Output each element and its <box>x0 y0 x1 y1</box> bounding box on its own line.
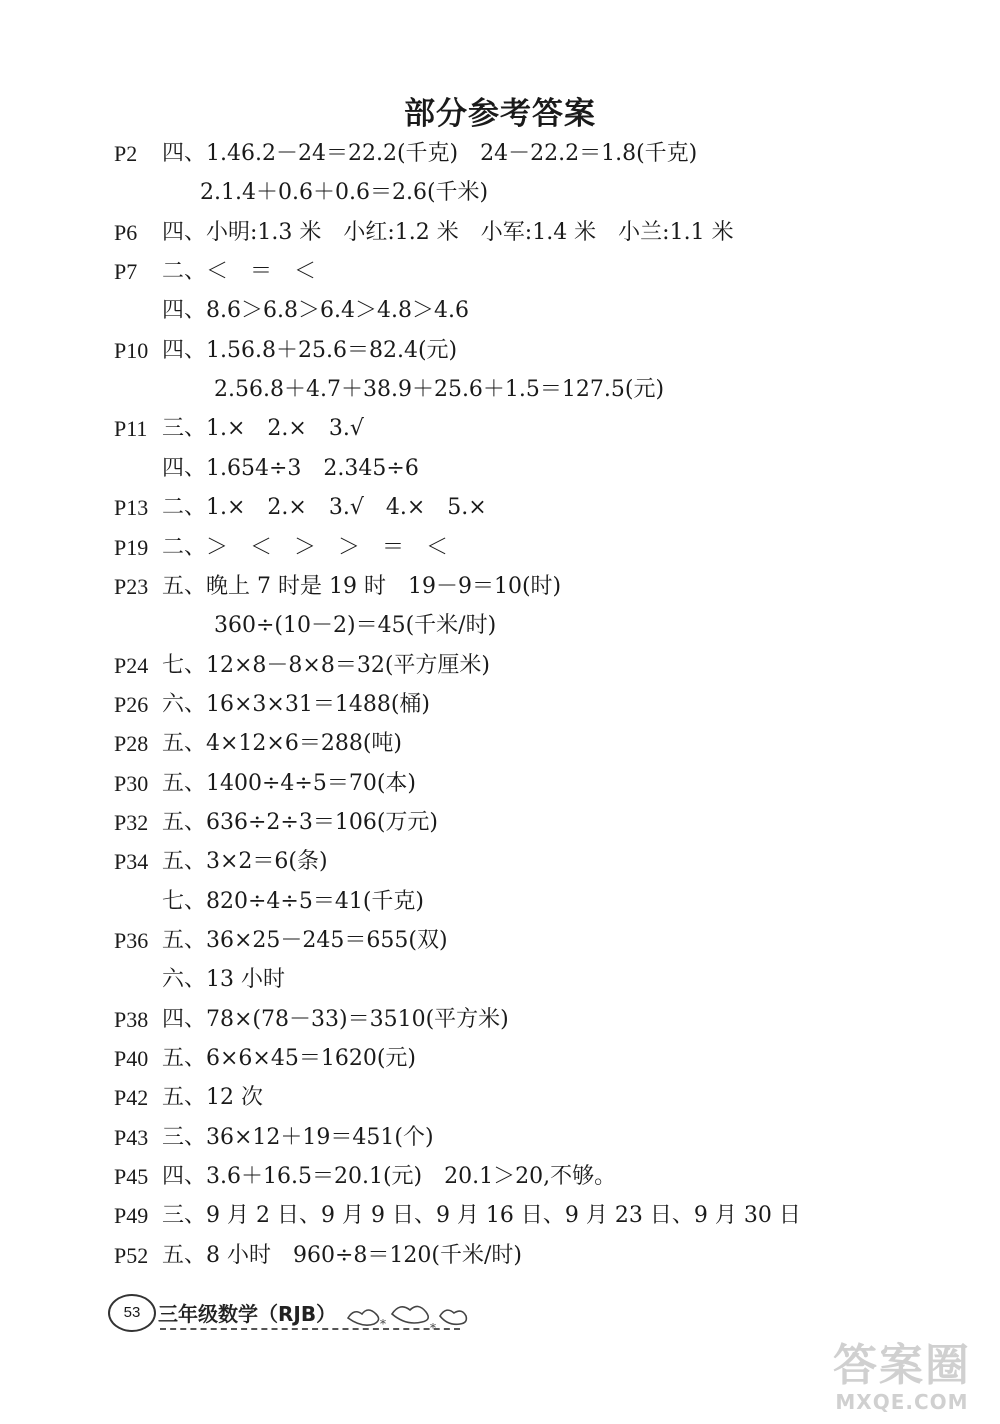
svg-text:*: * <box>430 1321 436 1335</box>
page-ref: P49 <box>114 1203 149 1228</box>
answer-text: 二、＜ ＝ ＜ <box>162 259 317 284</box>
page-ref: P40 <box>114 1046 149 1071</box>
answer-text: 四、3.6＋16.5＝20.1(元) 20.1＞20,不够。 <box>162 1164 617 1189</box>
page-ref: P36 <box>114 928 149 953</box>
answer-text: 五、8 小时 960÷8＝120(千米/时) <box>162 1243 522 1268</box>
answer-text: 五、3×2＝6(条) <box>162 849 328 874</box>
page-ref: P11 <box>114 416 148 441</box>
page-ref: P30 <box>114 771 149 796</box>
answer-text: 360÷(10－2)＝45(千米/时) <box>214 613 497 638</box>
answer-text: 2.56.8＋4.7＋38.9＋25.6＋1.5＝127.5(元) <box>214 377 665 402</box>
answer-text: 2.1.4＋0.6＋0.6＝2.6(千米) <box>200 180 489 205</box>
answer-text: 五、12 次 <box>162 1085 263 1110</box>
answer-text: 四、小明:1.3 米 小红:1.2 米 小军:1.4 米 小兰:1.1 米 <box>162 220 734 245</box>
answer-text: 五、1400÷4÷5＝70(本) <box>162 771 417 796</box>
cloud-decoration-icon <box>340 1292 480 1336</box>
watermark-url: MXQE.COM <box>835 1390 969 1414</box>
answer-text: 六、16×3×31＝1488(桶) <box>162 692 431 717</box>
answer-text: 三、36×12＋19＝451(个) <box>162 1125 434 1150</box>
page-ref: P43 <box>114 1125 149 1150</box>
answer-text: 三、9 月 2 日、9 月 9 日、9 月 16 日、9 月 23 日、9 月 30 日 <box>162 1203 801 1228</box>
page-ref: P38 <box>114 1007 149 1032</box>
answer-text: 四、1.56.8＋25.6＝82.4(元) <box>162 338 458 363</box>
answer-text: 四、78×(78－33)＝3510(平方米) <box>162 1007 509 1032</box>
page-ref: P2 <box>114 141 138 166</box>
watermark-text: 答案圈 <box>833 1340 971 1391</box>
page-ref: P32 <box>114 810 149 835</box>
page-ref: P52 <box>114 1243 149 1268</box>
answer-text: 三、1.× 2.× 3.√ <box>162 416 364 441</box>
page-ref: P26 <box>114 692 149 717</box>
answer-text: 七、12×8－8×8＝32(平方厘米) <box>162 653 491 678</box>
page-ref: P23 <box>114 574 149 599</box>
book-title: 三年级数学（RJB） <box>158 1302 337 1326</box>
watermark-logo <box>812 1342 992 1418</box>
page-title: 部分参考答案 <box>404 96 596 132</box>
page-ref: P28 <box>114 731 149 756</box>
page-ref: P34 <box>114 849 149 874</box>
svg-text:*: * <box>380 1317 386 1331</box>
answer-text: 七、820÷4÷5＝41(千克) <box>162 889 425 914</box>
page-ref: P24 <box>114 653 149 678</box>
answer-text: 四、1.654÷3 2.345÷6 <box>162 456 419 481</box>
page-ref: P7 <box>114 259 138 284</box>
answer-text: 四、8.6＞6.8＞6.4＞4.8＞4.6 <box>162 298 469 323</box>
page-ref: P13 <box>114 495 149 520</box>
answer-text: 六、13 小时 <box>162 967 285 992</box>
answer-text: 五、36×25－245＝655(双) <box>162 928 448 953</box>
answer-text: 二、1.× 2.× 3.√ 4.× 5.× <box>162 495 487 520</box>
page-ref: P42 <box>114 1085 149 1110</box>
page-ref: P45 <box>114 1164 149 1189</box>
answer-text: 五、晚上 7 时是 19 时 19－9＝10(时) <box>162 574 562 599</box>
answer-text: 二、＞ ＜ ＞ ＞ ＝ ＜ <box>162 535 449 560</box>
page-ref: P6 <box>114 220 138 245</box>
page-ref: P19 <box>114 535 149 560</box>
page-footer <box>100 1288 480 1348</box>
answer-text: 四、1.46.2－24＝22.2(千克) 24－22.2＝1.8(千克) <box>162 141 698 166</box>
page-ref: P10 <box>114 338 149 363</box>
answer-text: 五、636÷2÷3＝106(万元) <box>162 810 439 835</box>
page-number-badge: 53 <box>108 1294 156 1332</box>
answer-text: 五、4×12×6＝288(吨) <box>162 731 403 756</box>
answer-text: 五、6×6×45＝1620(元) <box>162 1046 417 1071</box>
